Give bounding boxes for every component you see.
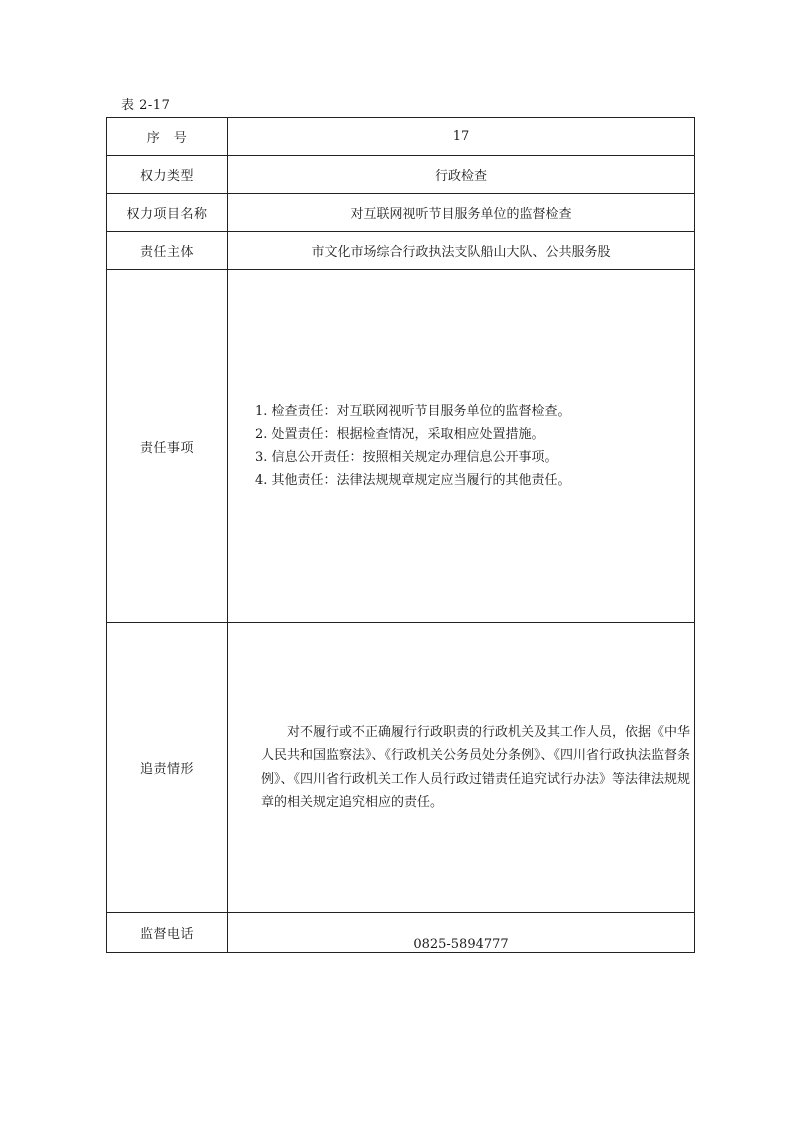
accountability-label: 追责情形 — [107, 623, 228, 913]
item-name-value: 对互联网视听节目服务单位的监督检查 — [228, 194, 695, 232]
table-caption: 表 2-17 — [121, 98, 171, 113]
accountability-cell — [228, 623, 695, 913]
phone-value: 0825-5894777 — [413, 937, 509, 952]
responsibility-table — [106, 117, 695, 953]
power-type-label: 权力类型 — [107, 156, 228, 194]
list-item: 4. 其他责任：法律法规规章规定应当履行的其他责任。 — [255, 473, 571, 488]
list-item: 2. 处置责任：根据检查情况，采取相应处置措施。 — [255, 427, 545, 442]
power-type-value: 行政检查 — [228, 156, 695, 194]
table-row-item-name — [107, 194, 695, 232]
accountability-text: 对不履行或不正确履行行政职责的行政机关及其工作人员，依据《中华人民共和国监察法》、《行政机关公务员处分条例》、《四川省行政执法监督条例》、《四川省行政机关工作人员行政过错责任追究试行办法》等法律法规规章的相关规定追究相应的责任。 — [261, 724, 691, 810]
serial-value: 17 — [228, 118, 695, 156]
table-row-serial — [107, 118, 695, 156]
table-row-power-type — [107, 156, 695, 194]
subject-value: 市文化市场综合行政执法支队船山大队、公共服务股 — [228, 232, 695, 270]
list-item: 1. 检查责任：对互联网视听节目服务单位的监督检查。 — [255, 404, 571, 419]
phone-label: 监督电话 — [107, 913, 228, 953]
table-row-subject — [107, 232, 695, 270]
list-item: 3. 信息公开责任：按照相关规定办理信息公开事项。 — [255, 450, 558, 465]
table-row-phone — [107, 913, 695, 953]
phone-cell — [228, 913, 695, 953]
table-row-duties — [107, 270, 695, 623]
subject-label: 责任主体 — [107, 232, 228, 270]
duties-label: 责任事项 — [107, 270, 228, 623]
item-name-label: 权力项目名称 — [107, 194, 228, 232]
duties-cell — [228, 270, 695, 623]
serial-label: 序 号 — [107, 118, 228, 156]
table-row-accountability — [107, 623, 695, 913]
duties-list — [255, 400, 694, 492]
